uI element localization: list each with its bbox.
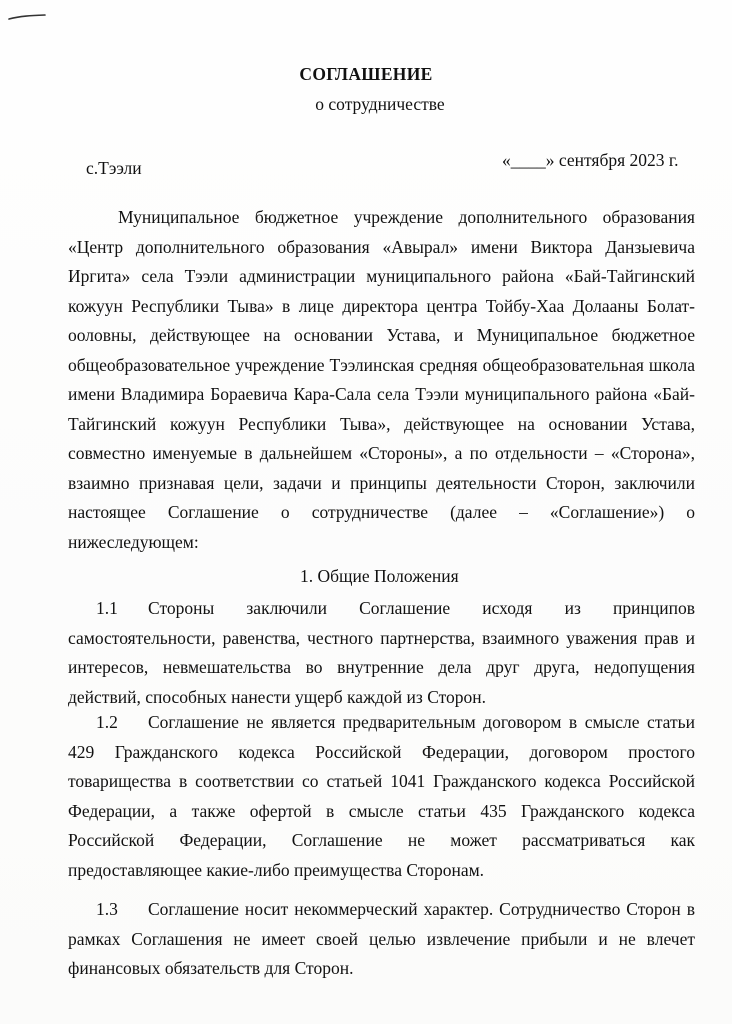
document-date: «____» сентября 2023 г. [502,150,679,170]
clause-1-1 [68,594,695,712]
clause-text: Соглашение не является предварительным договором в смысле статьи 429 Гражданского кодекса Российской Федерации, договором простого товарищества в соответствии со статьей 1041 Гражданского кодекса Российской Федерации, а также офертой в смысле статьи 435 Гражданского кодекса Российской Федерации, Соглашение не может рассматриваться как предоставляющее какие-либо преимущества Сторонам. [68,712,695,880]
clause-text: Соглашение носит некоммерческий характер. Сотрудничество Сторон в рамках Соглашения не имеет своей целью извлечение прибыли и не влечет финансовых обязательств для Сторон. [68,899,695,978]
section-heading-general-provisions: 1. Общие Положения [300,566,459,586]
intro-paragraph: Муниципальное бюджетное учреждение дополнительного образования «Центр дополнительного образования «Авырал» имени Виктора Данзыевича Иргита» села Тээли администрации муниципального района «Бай-Тайгинский кожуун Республики Тыва» в лице директора центра Тойбу-Хаа Долааны Болат-ооловны, действующее на основании Устава, и Муниципальное бюджетное общеобразовательное учреждение Тээлинская средняя общеобразовательная школа имени Владимира Бораевича Кара-Сала села Тээли муниципального района «Бай-Тайгинский кожуун Республики Тыва», действующее на основании Устава, совместно именуемые в дальнейшем «Стороны», а по отдельности – «Сторона», взаимно признавая цели, задачи и принципы деятельности Сторон, заключили настоящее Соглашение о сотрудничестве (далее – «Соглашение») о нижеследующем: [68,207,695,552]
document-subtitle: о сотрудничестве [315,94,445,114]
clause-1-2 [68,708,695,885]
pen-mark-decoration [8,14,46,20]
document-place: с.Тээли [86,158,142,178]
document-title: СОГЛАШЕНИЕ [299,64,433,84]
clause-1-3 [68,895,695,984]
clause-number: 1.3 [96,899,118,919]
clause-number: 1.1 [96,598,118,618]
clause-number: 1.2 [96,712,118,732]
clause-text: Стороны заключили Соглашение исходя из принципов самостоятельности, равенства, честного партнерства, взаимного уважения прав и интересов, невмешательства во внутренние дела друг друга, недопущения действий, способных нанести ущерб каждой из Сторон. [68,598,695,707]
